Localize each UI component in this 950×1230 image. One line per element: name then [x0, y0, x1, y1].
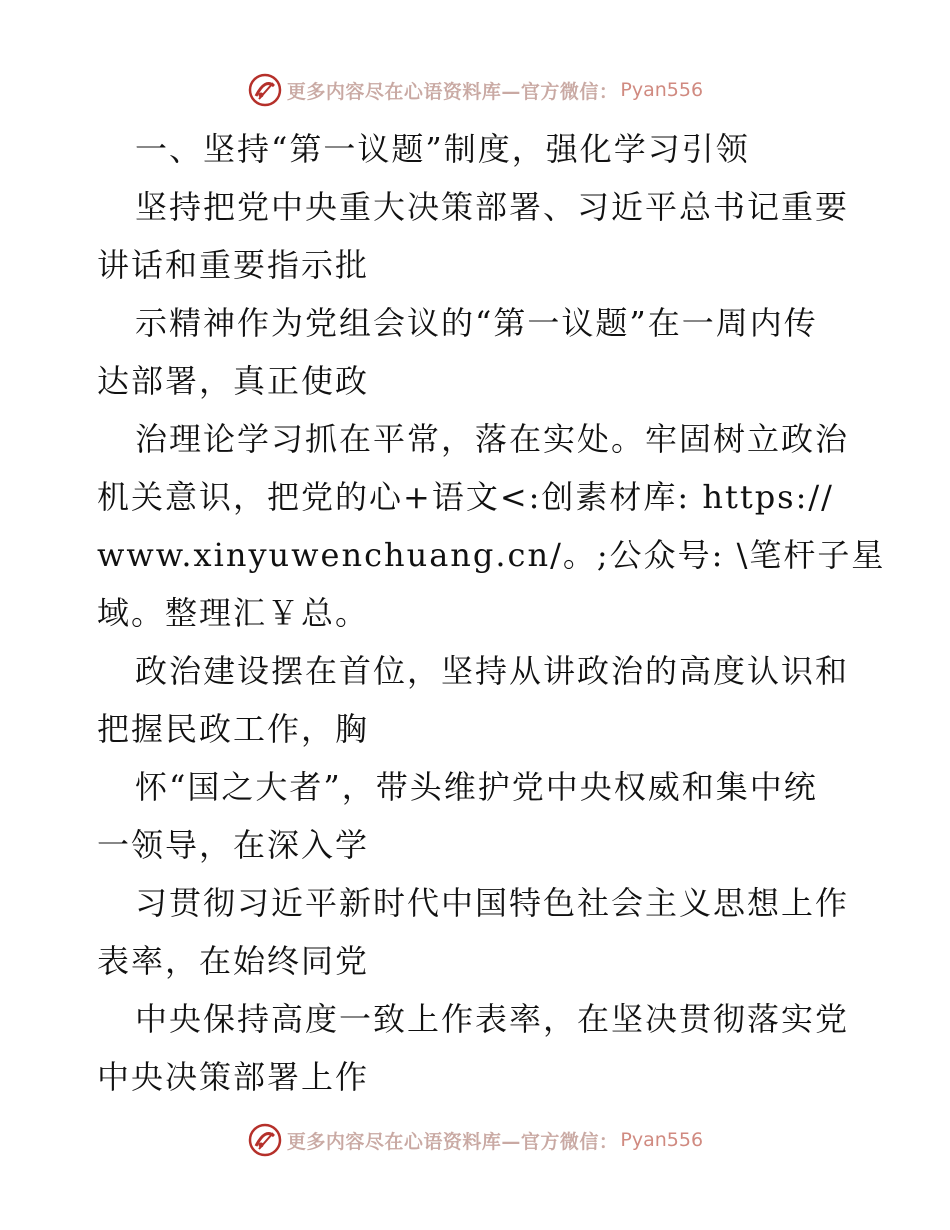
footer-banner [0, 1120, 950, 1160]
text-line: 一、坚持“第一议题”制度，强化学习引领 [135, 130, 750, 168]
text-line: 讲话和重要指示批 [97, 246, 370, 284]
text-line: 政治建设摆在首位，坚持从讲政治的高度认识和 [135, 652, 850, 690]
text-line: 把握民政工作，胸 [97, 710, 370, 748]
text-line: 习贯彻习近平新时代中国特色社会主义思想上作 [135, 884, 850, 922]
text-line: 示精神作为党组会议的“第一议题”在一周内传 [135, 304, 818, 342]
text-line: 一领导，在深入学 [97, 826, 370, 864]
text-line: www.xinyuwenchuang.cn/。;公众号: \笔杆子星 [97, 536, 886, 574]
text-line: 中央保持高度一致上作表率，在坚决贯彻落实党 [135, 1000, 850, 1038]
document-body [97, 120, 886, 1106]
header-banner [0, 70, 950, 110]
banner-wechat-id: Pyan556 [620, 79, 704, 101]
text-line: 达部署，真正使政 [97, 362, 370, 400]
text-line: 怀“国之大者”，带头维护党中央权威和集中统 [135, 768, 818, 806]
text-line: 机关意识，把党的心+语文<:创素材库: https:// [97, 478, 834, 516]
text-line: 表率，在始终同党 [97, 942, 370, 980]
banner-text: 更多内容尽在心语资料库—官方微信： [286, 80, 619, 103]
banner-text: 更多内容尽在心语资料库—官方微信： [286, 1130, 619, 1153]
brand-logo-icon [247, 1122, 283, 1158]
text-line: 治理论学习抓在平常，落在实处。牢固树立政治 [135, 420, 850, 458]
text-line: 域。整理汇￥总。 [97, 594, 370, 632]
text-line: 中央决策部署上作 [97, 1058, 370, 1096]
banner-wechat-id: Pyan556 [620, 1129, 704, 1151]
brand-logo-icon [247, 72, 283, 108]
text-line: 坚持把党中央重大决策部署、习近平总书记重要 [135, 188, 850, 226]
